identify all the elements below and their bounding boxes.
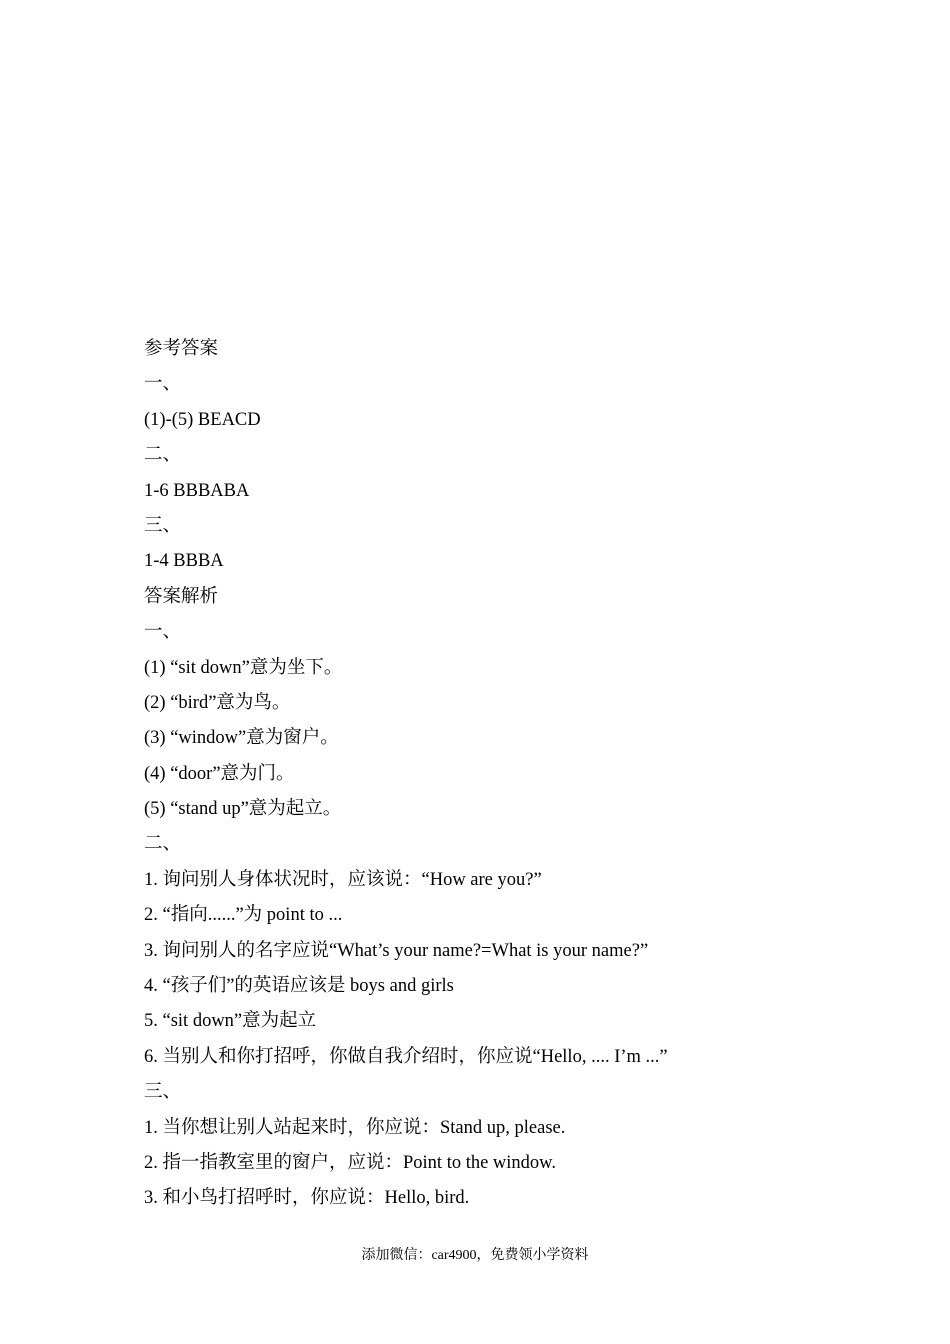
analysis-item: 2. 指一指教室里的窗户，应说：Point to the window. xyxy=(144,1152,556,1173)
analysis-item: (2) “bird”意为鸟。 xyxy=(144,692,291,713)
section-2-heading: 二、 xyxy=(144,445,182,466)
analysis-item: (1) “sit down”意为坐下。 xyxy=(144,657,343,678)
answer-document xyxy=(144,332,844,1217)
title-reference-answers: 参考答案 xyxy=(144,339,219,359)
analysis-item: 1. 当你想让别人站起来时，你应说：Stand up, please. xyxy=(144,1117,566,1138)
analysis-section-2-heading: 二、 xyxy=(144,834,182,855)
analysis-section-1-heading: 一、 xyxy=(144,622,182,643)
analysis-item: 3. 和小鸟打招呼时，你应说：Hello, bird. xyxy=(144,1188,470,1209)
analysis-item: 2. “指向......”为 point to ... xyxy=(144,905,343,926)
analysis-item: 5. “sit down”意为起立 xyxy=(144,1011,317,1032)
analysis-item: (5) “stand up”意为起立。 xyxy=(144,799,342,820)
page-footer: 添加微信：car4900，免费领小学资料 xyxy=(361,1248,589,1263)
title-answer-analysis: 答案解析 xyxy=(144,586,219,607)
analysis-item: 3. 询问别人的名字应说“What’s your name?=What is your name?” xyxy=(144,940,649,961)
analysis-item: 4. “孩子们”的英语应该是 boys and girls xyxy=(144,976,454,997)
section-3-answers: 1-4 BBBA xyxy=(144,551,224,572)
section-2-answers: 1-6 BBBABA xyxy=(144,480,250,501)
analysis-item: 1. 询问别人身体状况时，应该说：“How are you?” xyxy=(144,869,542,890)
section-1-answers: (1)-(5) BEACD xyxy=(144,409,261,430)
analysis-section-3-heading: 三、 xyxy=(144,1082,182,1103)
analysis-item: (3) “window”意为窗户。 xyxy=(144,728,339,749)
section-3-heading: 三、 xyxy=(144,515,182,536)
section-1-heading: 一、 xyxy=(144,374,182,395)
analysis-item: (4) “door”意为门。 xyxy=(144,763,295,784)
analysis-item: 6. 当别人和你打招呼，你做自我介绍时，你应说“Hello, .... I’m ...” xyxy=(144,1046,668,1067)
